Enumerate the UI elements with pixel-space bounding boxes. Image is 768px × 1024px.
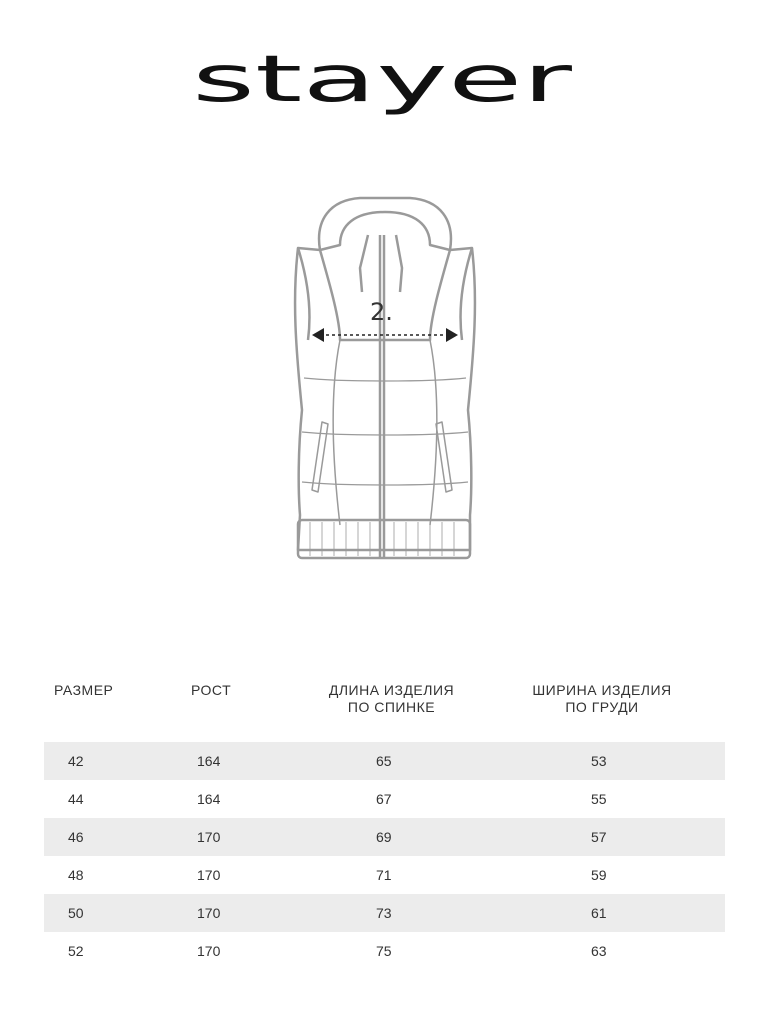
cell-width: 57: [591, 829, 607, 845]
header-size: РАЗМЕР: [54, 682, 114, 698]
cell-height: 164: [197, 791, 221, 807]
logo-text: stayer: [192, 55, 574, 117]
cell-size: 42: [68, 753, 84, 769]
table-row: [44, 856, 725, 894]
table-row: [44, 894, 725, 932]
table-row: [44, 742, 725, 780]
cell-width: 63: [591, 943, 607, 959]
cell-length: 71: [376, 867, 392, 883]
table-row: [44, 818, 725, 856]
header-back-length: ДЛИНА ИЗДЕЛИЯ ПО СПИНКЕ: [328, 682, 455, 715]
size-table-body: [44, 742, 725, 970]
cell-width: 55: [591, 791, 607, 807]
cell-length: 75: [376, 943, 392, 959]
cell-size: 44: [68, 791, 84, 807]
cell-width: 61: [591, 905, 607, 921]
cell-length: 65: [376, 753, 392, 769]
right-armhole: [460, 248, 472, 340]
cell-width: 59: [591, 867, 607, 883]
size-table-header: [44, 682, 725, 722]
measure-label: 2.: [370, 298, 393, 326]
header-height: РОСТ: [191, 682, 232, 698]
table-row: [44, 780, 725, 818]
header-chest-width: ШИРИНА ИЗДЕЛИЯ ПО ГРУДИ: [532, 682, 672, 715]
cell-height: 170: [197, 905, 221, 921]
cell-length: 73: [376, 905, 392, 921]
cell-length: 67: [376, 791, 392, 807]
left-armhole: [298, 248, 310, 340]
cell-length: 69: [376, 829, 392, 845]
cell-size: 52: [68, 943, 84, 959]
cell-size: 50: [68, 905, 84, 921]
cell-size: 46: [68, 829, 84, 845]
right-drawcord: [396, 235, 402, 292]
right-pocket: [436, 422, 452, 492]
cell-width: 53: [591, 753, 607, 769]
brand-logo: [190, 55, 580, 130]
cell-height: 164: [197, 753, 221, 769]
cell-height: 170: [197, 867, 221, 883]
cell-height: 170: [197, 943, 221, 959]
cell-size: 48: [68, 867, 84, 883]
left-drawcord: [360, 235, 368, 292]
cell-height: 170: [197, 829, 221, 845]
vest-illustration: [280, 190, 490, 570]
table-row: [44, 932, 725, 970]
